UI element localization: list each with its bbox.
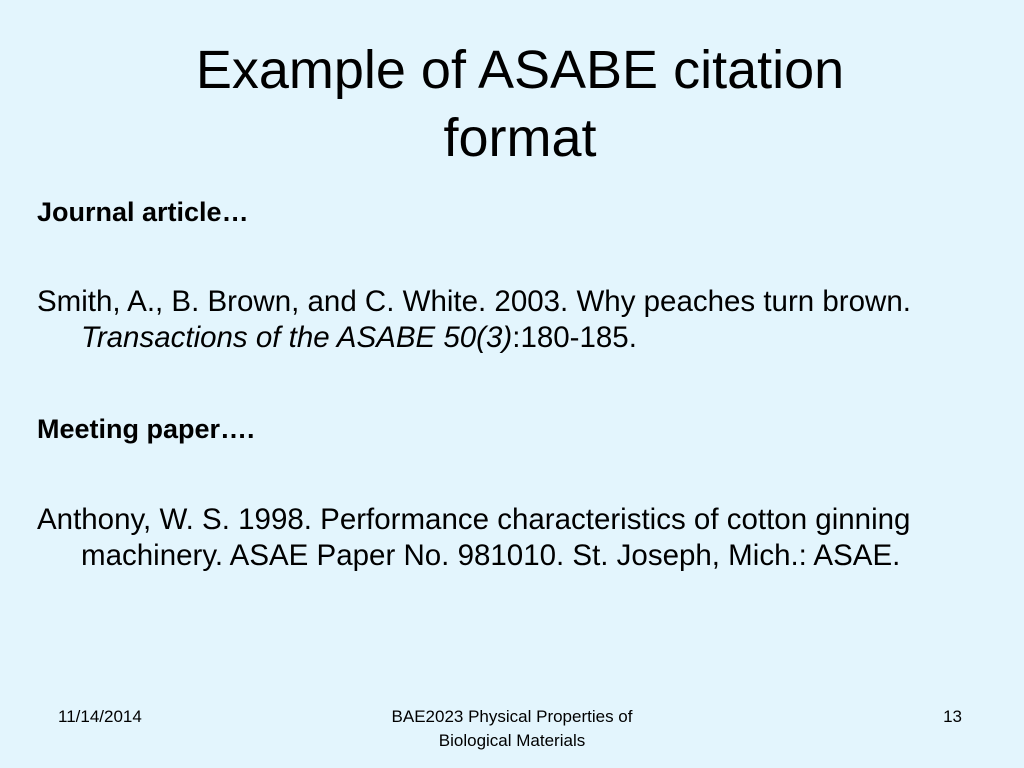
slide-title-line2: format	[443, 108, 597, 168]
footer-course-title	[352, 705, 672, 753]
meeting-paper-heading: Meeting paper….	[37, 414, 255, 444]
slide-title-line1: Example of ASABE citation	[195, 40, 845, 100]
journal-article-heading: Journal article…	[37, 197, 249, 227]
footer-date: 11/14/2014	[58, 707, 142, 726]
journal-citation-text: Smith, A., B. Brown, and C. White. 2003. Why peaches turn brown.	[37, 285, 911, 318]
footer-course-line1: BAE2023 Physical Properties of	[391, 707, 633, 726]
journal-citation-journal-name: Transactions of the ASABE 50(3)	[81, 321, 513, 354]
slide-number: 13	[943, 707, 962, 726]
footer-course-line2: Biological Materials	[438, 731, 586, 750]
journal-citation-pages: :180-185.	[512, 321, 637, 354]
slide-title	[0, 36, 1024, 172]
journal-article-citation	[37, 284, 1021, 356]
meeting-paper-citation: Anthony, W. S. 1998. Performance characteristics of cotton ginning machinery. ASAE Paper No. 981010. St. Joseph, Mich.: ASAE.	[37, 503, 911, 572]
